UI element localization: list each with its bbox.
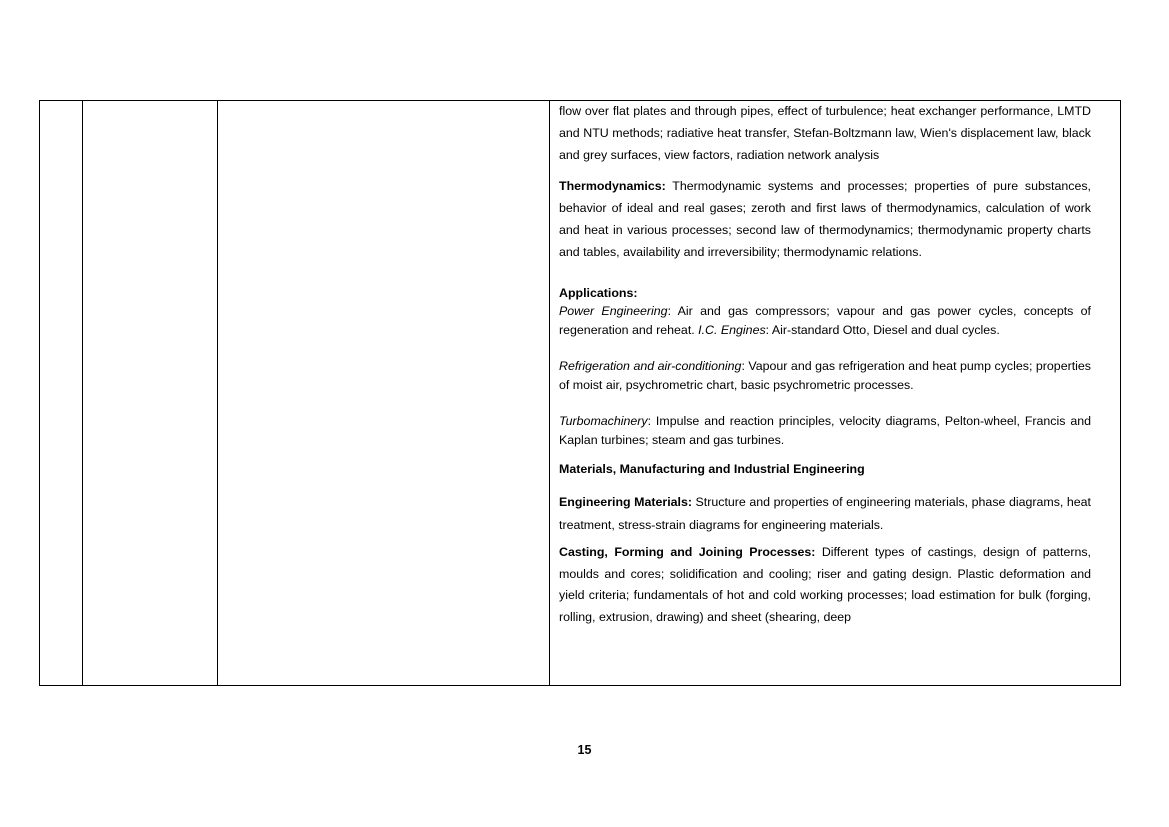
- turbomachinery-label: Turbomachinery: [559, 414, 648, 429]
- refrigeration-paragraph: Refrigeration and air-conditioning: Vapour and gas refrigeration and heat pump cycles; properties of moist air, psychrometric chart, basic psychrometric processes.: [559, 359, 1091, 392]
- table-row: [40, 101, 1121, 686]
- thermodynamics-text: Thermodynamic systems and processes; properties of pure substances, behavior of ideal and real gases; zeroth and first laws of thermodynamics, calculation of work and heat in various processes; second law of thermodynamics; thermodynamic property charts and tables, availability and irreversibility; thermodynamic relations.: [559, 179, 1091, 259]
- casting-forming-label: Casting, Forming and Joining Processes:: [559, 544, 816, 559]
- ic-engines-label: I.C. Engines: [698, 322, 766, 337]
- engineering-materials-label: Engineering Materials:: [559, 494, 692, 509]
- thermodynamics-paragraph: [559, 176, 1091, 263]
- subject-cell: [83, 101, 218, 686]
- heat-transfer-paragraph: flow over flat plates and through pipes, effect of turbulence; heat exchanger performance, LMTD and NTU methods; radiative heat transfer, Stefan-Boltzmann law, Wien's displacement law, black and grey surfaces, view factors, radiation network analysis: [559, 104, 1091, 162]
- refrigeration-label: Refrigeration and air-conditioning: [559, 359, 742, 374]
- engineering-materials-paragraph: Engineering Materials: Structure and properties of engineering materials, phase diagrams, heat treatment, stress-strain diagrams for engineering materials.: [559, 494, 1091, 532]
- syllabus-table: [39, 100, 1121, 686]
- power-engineering-paragraph: Power Engineering: Air and gas compressors; vapour and gas power cycles, concepts of regeneration and reheat. I.C. Engines: Air-standard Otto, Diesel and dual cycles.: [559, 304, 1091, 337]
- topic-cell: [218, 101, 550, 686]
- power-engineering-label: Power Engineering: [559, 304, 668, 319]
- thermodynamics-label: Thermodynamics:: [559, 179, 666, 194]
- casting-forming-paragraph: Casting, Forming and Joining Processes: Different types of castings, design of patterns, moulds and cores; solidification and cooling; riser and gating design. Plastic deformation and yield criteria; fundamentals of hot and cold working processes; load estimation for bulk (forging, rolling, extrusion, drawing) and sheet (shearing, deep: [559, 544, 1091, 625]
- syllabus-content-cell: [550, 101, 1121, 686]
- serial-cell: [40, 101, 83, 686]
- turbomachinery-paragraph: Turbomachinery: Impulse and reaction principles, velocity diagrams, Pelton-wheel, Francis and Kaplan turbines; steam and gas turbines.: [559, 414, 1091, 447]
- section-heading: Materials, Manufacturing and Industrial Engineering: [559, 462, 865, 477]
- applications-heading: Applications:: [559, 285, 638, 300]
- page-number: 15: [577, 743, 592, 757]
